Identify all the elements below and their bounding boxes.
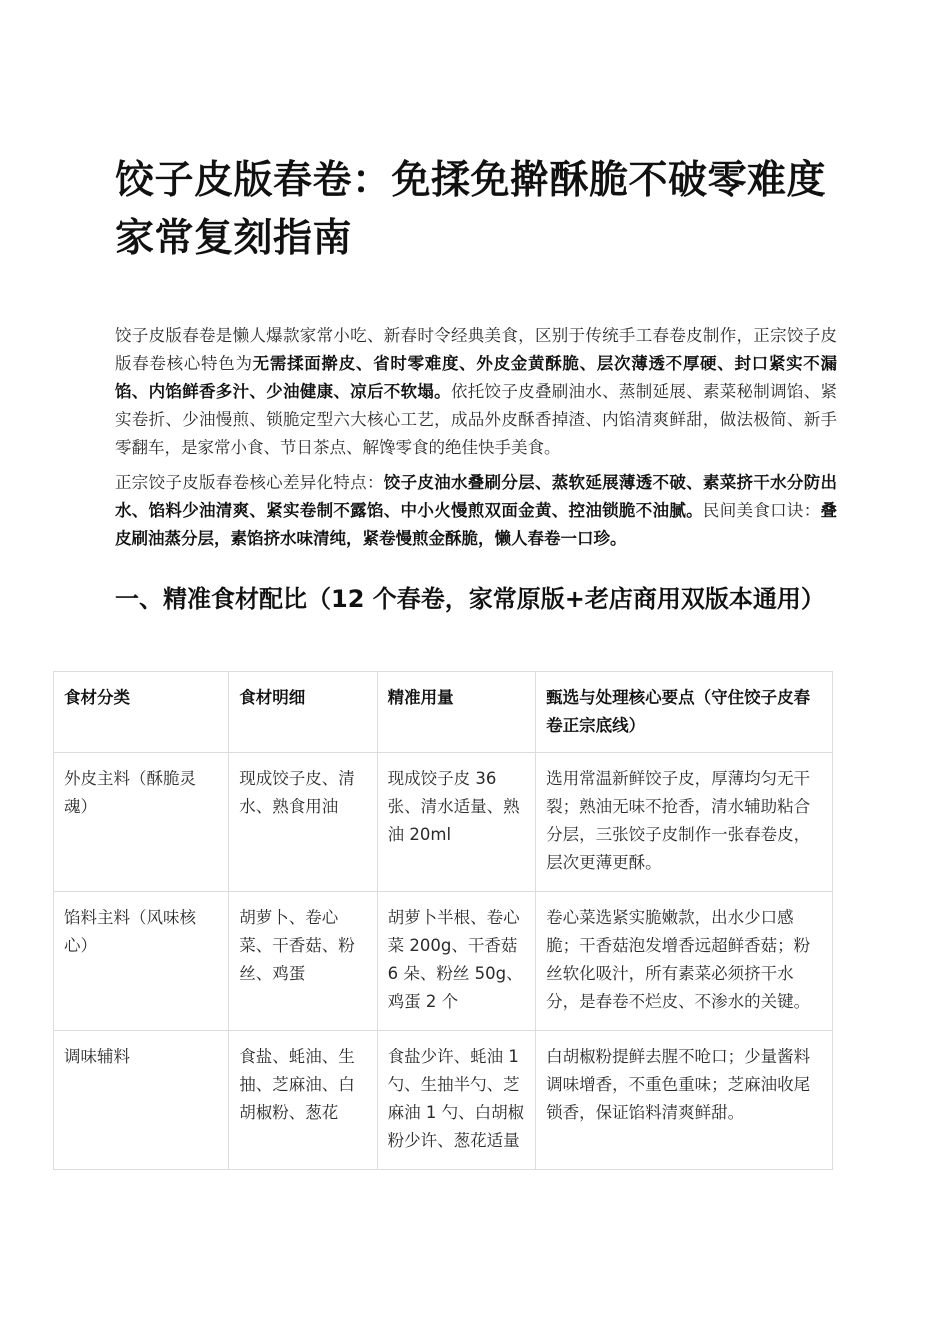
table-cell-category: 调味辅料 (54, 1031, 229, 1170)
features-text-1: 正宗饺子皮版春卷核心差异化特点： (115, 473, 384, 492)
table-header-row (54, 672, 833, 753)
table-header-cell: 精准用量 (377, 672, 535, 753)
table-cell-notes: 选用常温新鲜饺子皮，厚薄均匀无干裂；熟油无味不抢香，清水辅助粘合分层，三张饺子皮制作一张春卷皮，层次更薄更酥。 (536, 753, 833, 892)
section-heading-ingredients: 一、精准食材配比（12 个春卷，家常原版+老店商用双版本通用） (115, 585, 825, 613)
features-paragraph (115, 469, 837, 553)
table-cell-amount: 胡萝卜半根、卷心菜 200g、干香菇 6 朵、粉丝 50g、鸡蛋 2 个 (377, 892, 535, 1031)
document-title: 饺子皮版春卷：免揉免擀酥脆不破零难度家常复刻指南 (115, 158, 827, 261)
table-header-cell: 食材分类 (54, 672, 229, 753)
ingredients-table (53, 671, 833, 1170)
table-cell-category: 外皮主料（酥脆灵魂） (54, 753, 229, 892)
table-cell-notes: 白胡椒粉提鲜去腥不呛口；少量酱料调味增香，不重色重味；芝麻油收尾锁香，保证馅料清爽鲜甜。 (536, 1031, 833, 1170)
intro-paragraph (115, 322, 837, 462)
intro-bold-text: 无需揉面擀皮、省时零难度、外皮金黄酥脆、层次薄透不厚硬、封口紧实不漏馅、内馅鲜香多汁、少油健康、凉后不软塌。 (115, 354, 838, 401)
table-cell-items: 现成饺子皮、清水、熟食用油 (229, 753, 377, 892)
features-text-2: 民间美食口诀： (702, 501, 821, 520)
table-cell-amount: 食盐少许、蚝油 1 勺、生抽半勺、芝麻油 1 勺、白胡椒粉少许、葱花适量 (377, 1031, 535, 1170)
table-cell-items: 胡萝卜、卷心菜、干香菇、粉丝、鸡蛋 (229, 892, 377, 1031)
table-header-cell: 食材明细 (229, 672, 377, 753)
features-bold-text-2: 叠皮刷油蒸分层，素馅挤水味清纯，紧卷慢煎金酥脆，懒人春卷一口珍。 (115, 501, 838, 548)
table-row (54, 892, 833, 1031)
intro-text-2: 依托饺子皮叠刷油水、蒸制延展、素菜秘制调馅、紧实卷折、少油慢煎、锁脆定型六大核心工艺，成品外皮酥香掉渣、内馅清爽鲜甜，做法极简、新手零翻车，是家常小食、节日茶点、解馋零食的绝佳快手美食。 (115, 382, 838, 457)
table-row (54, 753, 833, 892)
table-cell-items: 食盐、蚝油、生抽、芝麻油、白胡椒粉、葱花 (229, 1031, 377, 1170)
table-cell-category: 馅料主料（风味核心） (54, 892, 229, 1031)
table-header-cell: 甄选与处理核心要点（守住饺子皮春卷正宗底线） (536, 672, 833, 753)
intro-text-1: 饺子皮版春卷是懒人爆款家常小吃、新春时令经典美食，区别于传统手工春卷皮制作，正宗饺子皮版春卷核心特色为 (115, 326, 837, 373)
table-cell-notes: 卷心菜选紧实脆嫩款，出水少口感脆；干香菇泡发增香远超鲜香菇；粉丝软化吸汁，所有素菜必须挤干水分，是春卷不烂皮、不渗水的关键。 (536, 892, 833, 1031)
table-row (54, 1031, 833, 1170)
features-bold-text-1: 饺子皮油水叠刷分层、蒸软延展薄透不破、素菜挤干水分防出水、馅料少油清爽、紧实卷制不露馅、中小火慢煎双面金黄、控油锁脆不油腻。 (115, 473, 838, 520)
table-cell-amount: 现成饺子皮 36 张、清水适量、熟油 20ml (377, 753, 535, 892)
